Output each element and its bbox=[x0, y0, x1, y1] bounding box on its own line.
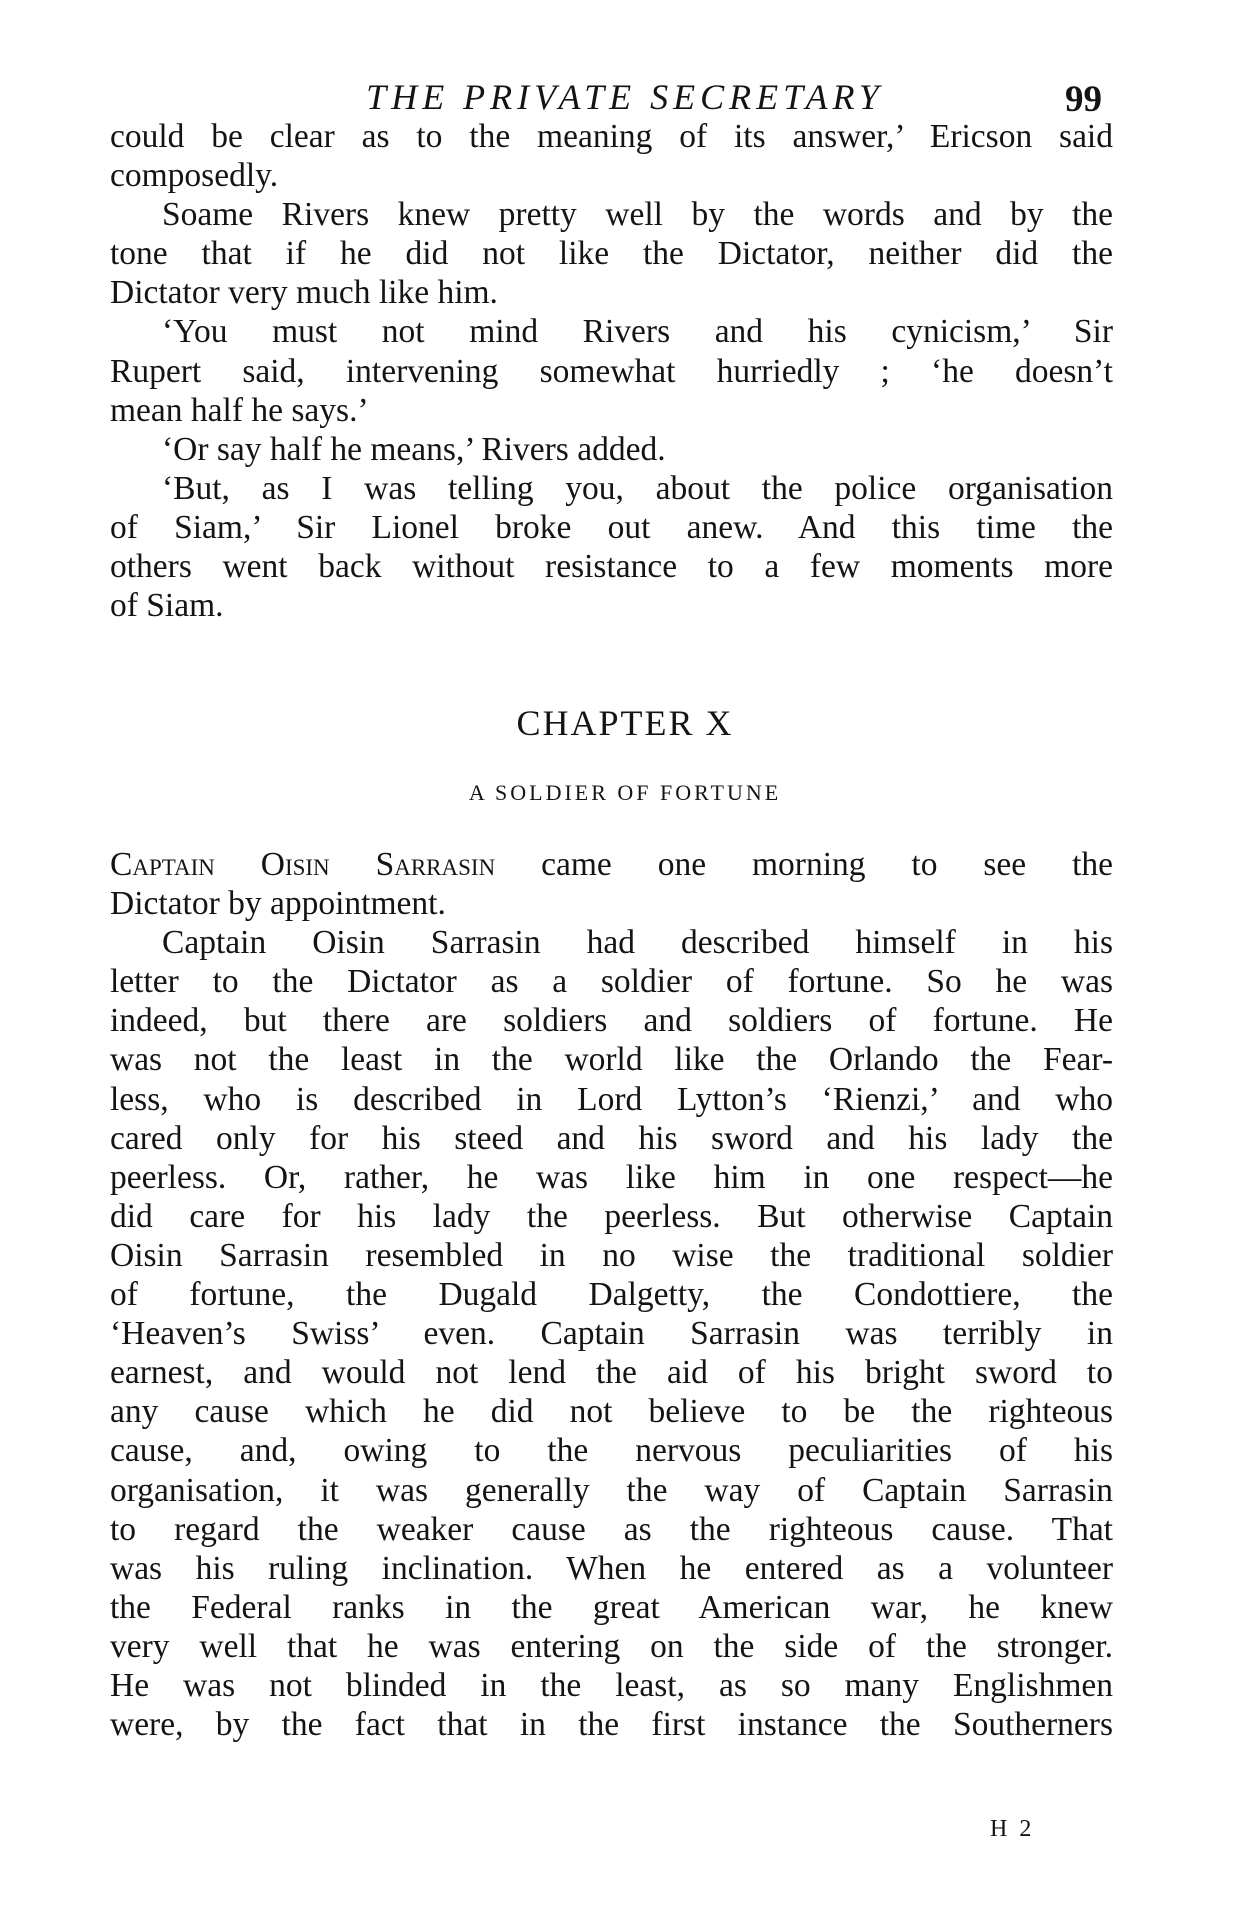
text-line: tone that if he did not like the Dictator, neither did the bbox=[110, 235, 1113, 273]
signature-mark: H 2 bbox=[990, 1816, 1035, 1842]
text-line: was his ruling inclination. When he entered as a volunteer bbox=[110, 1549, 1113, 1587]
text-line: Dictator very much like him. bbox=[110, 274, 498, 312]
text-line: the Federal ranks in the great American war, he knew bbox=[110, 1588, 1113, 1626]
text-line bbox=[110, 845, 1113, 884]
running-head bbox=[0, 72, 1250, 122]
text-line: less, who is described in Lord Lytton’s ‘Rienzi,’ and who bbox=[110, 1080, 1113, 1118]
text-line: was not the least in the world like the Orlando the Fear- bbox=[110, 1041, 1113, 1079]
text-line: ‘Or say half he means,’ Rivers added. bbox=[162, 430, 666, 468]
opening-rest: came one morning to see the bbox=[495, 846, 1114, 883]
text-line: peerless. Or, rather, he was like him in one respect—he bbox=[110, 1158, 1113, 1196]
text-line: any cause which he did not believe to be the righteous bbox=[110, 1393, 1113, 1431]
text-line: to regard the weaker cause as the righteous cause. That bbox=[110, 1510, 1113, 1548]
chapter-subtitle: A SOLDIER OF FORTUNE bbox=[468, 780, 782, 805]
text-line: ‘You must not mind Rivers and his cynicism,’ Sir bbox=[162, 313, 1113, 351]
text-line: letter to the Dictator as a soldier of fortune. So he was bbox=[110, 963, 1113, 1001]
running-title: THE PRIVATE SECRETARY bbox=[366, 77, 884, 117]
text-line: ‘But, as I was telling you, about the police organisation bbox=[162, 469, 1113, 507]
text-line: of fortune, the Dugald Dalgetty, the Condottiere, the bbox=[110, 1276, 1113, 1314]
opening-smallcaps: Captain Oisin Sarrasin bbox=[110, 846, 496, 883]
page-number: 99 bbox=[1065, 79, 1102, 120]
text-line: mean half he says.’ bbox=[110, 391, 369, 429]
chapter-body bbox=[110, 845, 1113, 1744]
text-line: ‘Heaven’s Swiss’ even. Captain Sarrasin was terribly in bbox=[110, 1315, 1113, 1353]
top-paragraphs bbox=[110, 117, 1113, 625]
text-line: earnest, and would not lend the aid of his bright sword to bbox=[110, 1354, 1113, 1392]
text-line: cause, and, owing to the nervous peculiarities of his bbox=[110, 1432, 1113, 1470]
text-line: of Siam,’ Sir Lionel broke out anew. And this time the bbox=[110, 508, 1113, 546]
text-line: very well that he was entering on the side of the stronger. bbox=[110, 1627, 1113, 1665]
text-line: Oisin Sarrasin resembled in no wise the traditional soldier bbox=[110, 1236, 1113, 1274]
text-line: indeed, but there are soldiers and soldiers of fortune. He bbox=[110, 1002, 1113, 1040]
text-line: composedly. bbox=[110, 157, 279, 195]
text-line: Soame Rivers knew pretty well by the words and by the bbox=[162, 196, 1113, 234]
text-line: Rupert said, intervening somewhat hurriedly ; ‘he doesn’t bbox=[110, 352, 1113, 390]
text-line: Dictator by appointment. bbox=[110, 885, 446, 923]
text-line: could be clear as to the meaning of its answer,’ Ericson said bbox=[110, 118, 1113, 155]
text-line: He was not blinded in the least, as so many Englishmen bbox=[110, 1666, 1113, 1704]
text-line: others went back without resistance to a few moments more bbox=[110, 548, 1113, 586]
text-line: Captain Oisin Sarrasin had described himself in his bbox=[162, 924, 1113, 962]
text-line: of Siam. bbox=[110, 587, 224, 625]
chapter-heading: CHAPTER X bbox=[516, 703, 734, 743]
text-line: organisation, it was generally the way of Captain Sarrasin bbox=[110, 1471, 1113, 1509]
text-line: did care for his lady the peerless. But otherwise Captain bbox=[110, 1197, 1113, 1235]
text-line: were, by the fact that in the first instance the Southerners bbox=[110, 1706, 1113, 1744]
text-line: cared only for his steed and his sword and his lady the bbox=[110, 1119, 1113, 1157]
